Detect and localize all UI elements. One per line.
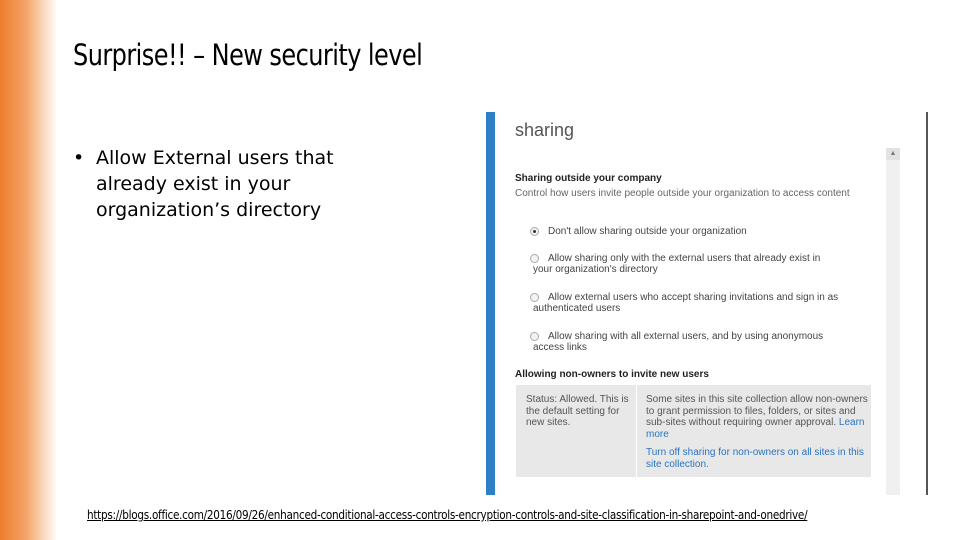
non-owners-info-box xyxy=(516,385,871,477)
info-text: Some sites in this site collection allow non-owners to grant permission to files, folders, or sites and sub-sites without requiring owner approval. xyxy=(646,394,868,428)
nav-strip xyxy=(486,112,495,495)
option-label xyxy=(533,331,870,353)
option-label xyxy=(533,253,870,275)
radio-button[interactable] xyxy=(530,293,539,302)
section-title: sharing xyxy=(515,120,575,140)
radio-option-authenticated[interactable] xyxy=(530,292,870,314)
radio-option-anonymous[interactable] xyxy=(530,331,870,353)
learn-more-link[interactable]: Learn more xyxy=(646,417,865,440)
turn-off-sharing-link[interactable]: Turn off sharing for non-owners on all sites in this site collection. xyxy=(646,447,864,470)
triangle-up-icon[interactable]: ▲ xyxy=(886,148,900,160)
sharing-settings-screenshot xyxy=(486,112,928,495)
option-label-line2: access links xyxy=(533,342,587,353)
accent-bar xyxy=(0,0,58,540)
info-divider xyxy=(636,385,637,477)
scrollbar[interactable] xyxy=(886,148,900,495)
bullet-text: Allow External users that already exist in your organization’s directory xyxy=(96,147,334,221)
bullet-list xyxy=(73,145,373,223)
window-edge xyxy=(926,112,928,495)
option-label-line2: authenticated users xyxy=(533,303,621,314)
non-owners-heading: Allowing non-owners to invite new users xyxy=(515,369,709,380)
option-label-line1: Allow external users who accept sharing invitations and sign in as xyxy=(548,292,839,303)
radio-button[interactable] xyxy=(530,227,539,236)
option-label-line1: Allow sharing with all external users, and by using anonymous xyxy=(548,331,824,342)
radio-option-no-external[interactable] xyxy=(530,226,870,237)
option-label xyxy=(533,292,870,314)
status-text: Status: Allowed. This is the default setting for new sites. xyxy=(526,394,629,428)
radio-option-existing-external[interactable] xyxy=(530,253,870,275)
option-label-line1: Allow sharing only with the external users that already exist in xyxy=(548,253,821,264)
option-label-line2: your organization's directory xyxy=(533,264,658,275)
radio-button[interactable] xyxy=(530,332,539,341)
option-label: Don't allow sharing outside your organization xyxy=(548,226,747,237)
source-link[interactable]: https://blogs.office.com/2016/09/26/enhanced-conditional-access-controls-encryption-controls-and-site-classification-in-sharepoint-and-onedrive/ xyxy=(87,507,808,522)
sharing-outside-description: Control how users invite people outside your organization to access content xyxy=(515,188,850,199)
slide-title: Surprise!! – New security level xyxy=(73,38,423,72)
radio-button[interactable] xyxy=(530,254,539,263)
sharing-outside-heading: Sharing outside your company xyxy=(515,173,662,184)
info-text-block xyxy=(646,394,868,440)
bullet-marker: • xyxy=(73,147,85,169)
